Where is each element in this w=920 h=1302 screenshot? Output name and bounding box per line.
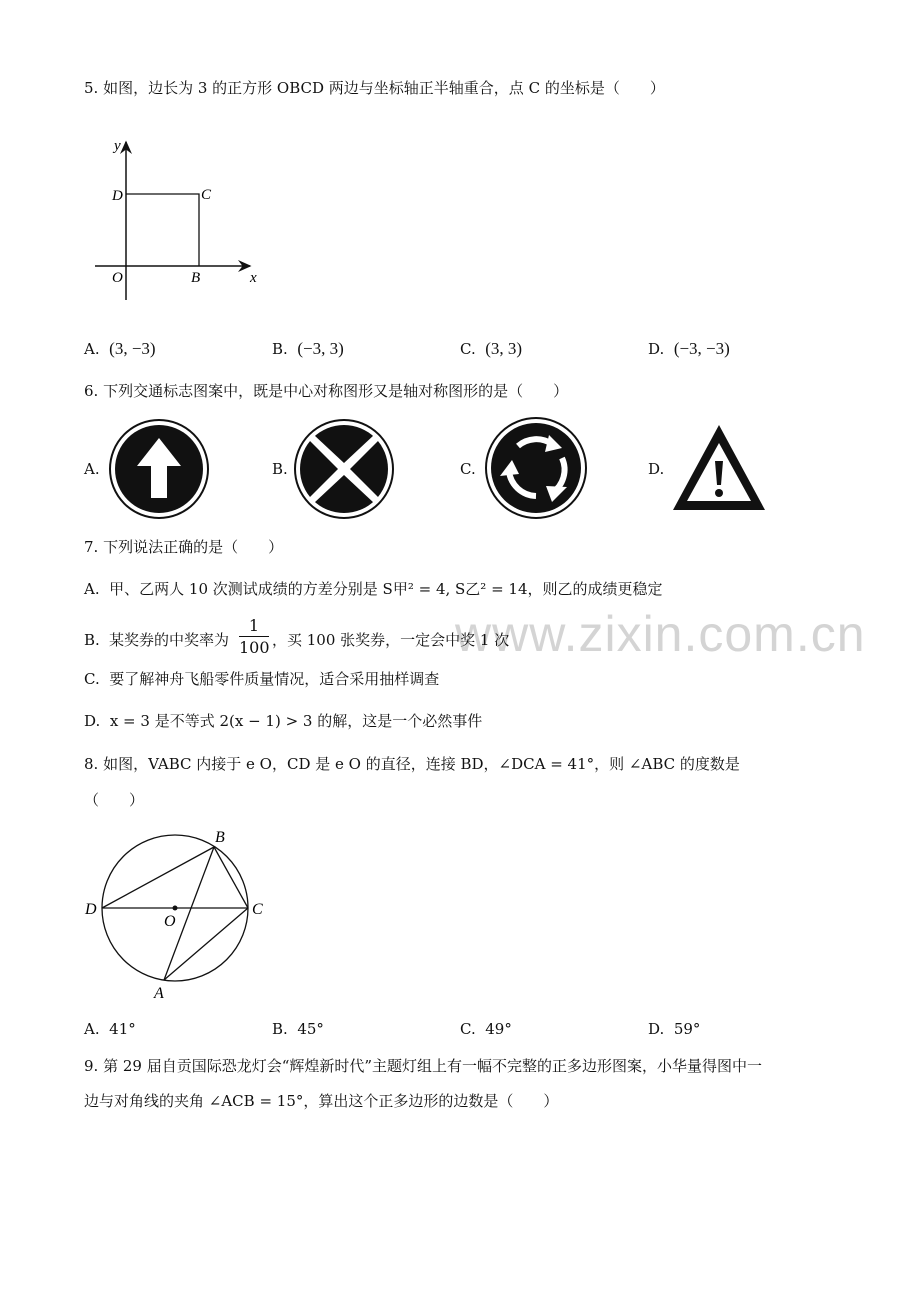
q6-option-a-letter: A.	[84, 460, 100, 478]
q6-option-c-letter: C.	[460, 460, 476, 478]
q5-stem: 5. 如图，边长为 3 的正方形 OBCD 两边与坐标轴正半轴重合，点 C 的坐标是（ ）	[84, 79, 665, 97]
roundabout-sign-icon	[484, 416, 588, 520]
watermark: www.zixin.com.cn	[455, 606, 866, 662]
label-y: y	[114, 138, 121, 154]
q6-option-d-letter: D.	[648, 460, 665, 478]
q5-option-d: D. (−3, −3)	[648, 339, 730, 358]
q8-option-d: D. 59°	[648, 1020, 701, 1038]
q6-stem: 6. 下列交通标志图案中，既是中心对称图形又是轴对称图形的是（ ）	[84, 382, 569, 400]
q7-stem: 7. 下列说法正确的是（ ）	[84, 538, 284, 556]
q8-stem: 8. 如图，VABC 内接于 e O，CD 是 e O 的直径，连接 BD，∠DCA = 41°，则 ∠ABC 的度数是	[84, 755, 740, 773]
fraction: 1 100	[239, 616, 270, 657]
q5-coordinate-figure	[90, 130, 270, 310]
q8-circle-figure	[82, 822, 272, 1004]
label-d: D	[85, 901, 97, 918]
square-obcd	[126, 194, 199, 266]
label-b: B	[215, 829, 225, 846]
q8-option-c: C. 49°	[460, 1020, 512, 1038]
label-x: x	[250, 270, 257, 286]
q9-stem: 9. 第 29 届自贡国际恐龙灯会“辉煌新时代”主题灯组上有一幅不完整的正多边形图案，小华量得图中一	[84, 1057, 763, 1075]
segment-db	[102, 847, 214, 908]
q5-option-a: A. (3, −3)	[84, 339, 156, 358]
q8-stem-cont: （ ）	[84, 791, 145, 809]
q7-option-c: C. 要了解神舟飞船零件质量情况，适合采用抽样调查	[84, 670, 440, 688]
label-d: D	[112, 188, 123, 204]
x-cross-sign-icon	[293, 418, 395, 520]
up-arrow-sign-icon	[108, 418, 210, 520]
label-o: O	[112, 270, 123, 286]
q5-option-b: B. (−3, 3)	[272, 339, 344, 358]
label-b: B	[191, 270, 201, 286]
center-point	[173, 906, 178, 911]
q8-option-a: A. 41°	[84, 1020, 136, 1038]
segment-ac	[164, 908, 248, 980]
label-c: C	[252, 901, 263, 918]
segment-bc	[214, 847, 248, 908]
q7-option-d: D. x = 3 是不等式 2(x − 1) > 3 的解，这是一个必然事件	[84, 712, 483, 730]
label-o: O	[164, 913, 176, 930]
q8-option-b: B. 45°	[272, 1020, 324, 1038]
warning-triangle-sign-icon	[671, 423, 767, 513]
q5-option-c: C. (3, 3)	[460, 339, 523, 358]
label-c: C	[201, 187, 212, 203]
q6-option-b-letter: B.	[272, 460, 288, 478]
q9-stem-cont: 边与对角线的夹角 ∠ACB = 15°，算出这个正多边形的边数是（ ）	[84, 1092, 559, 1110]
label-a: A	[154, 985, 164, 1002]
q7-option-a: A. 甲、乙两人 10 次测试成绩的方差分别是 S甲² = 4, S乙² = 14，则乙的成绩更稳定	[84, 580, 663, 598]
